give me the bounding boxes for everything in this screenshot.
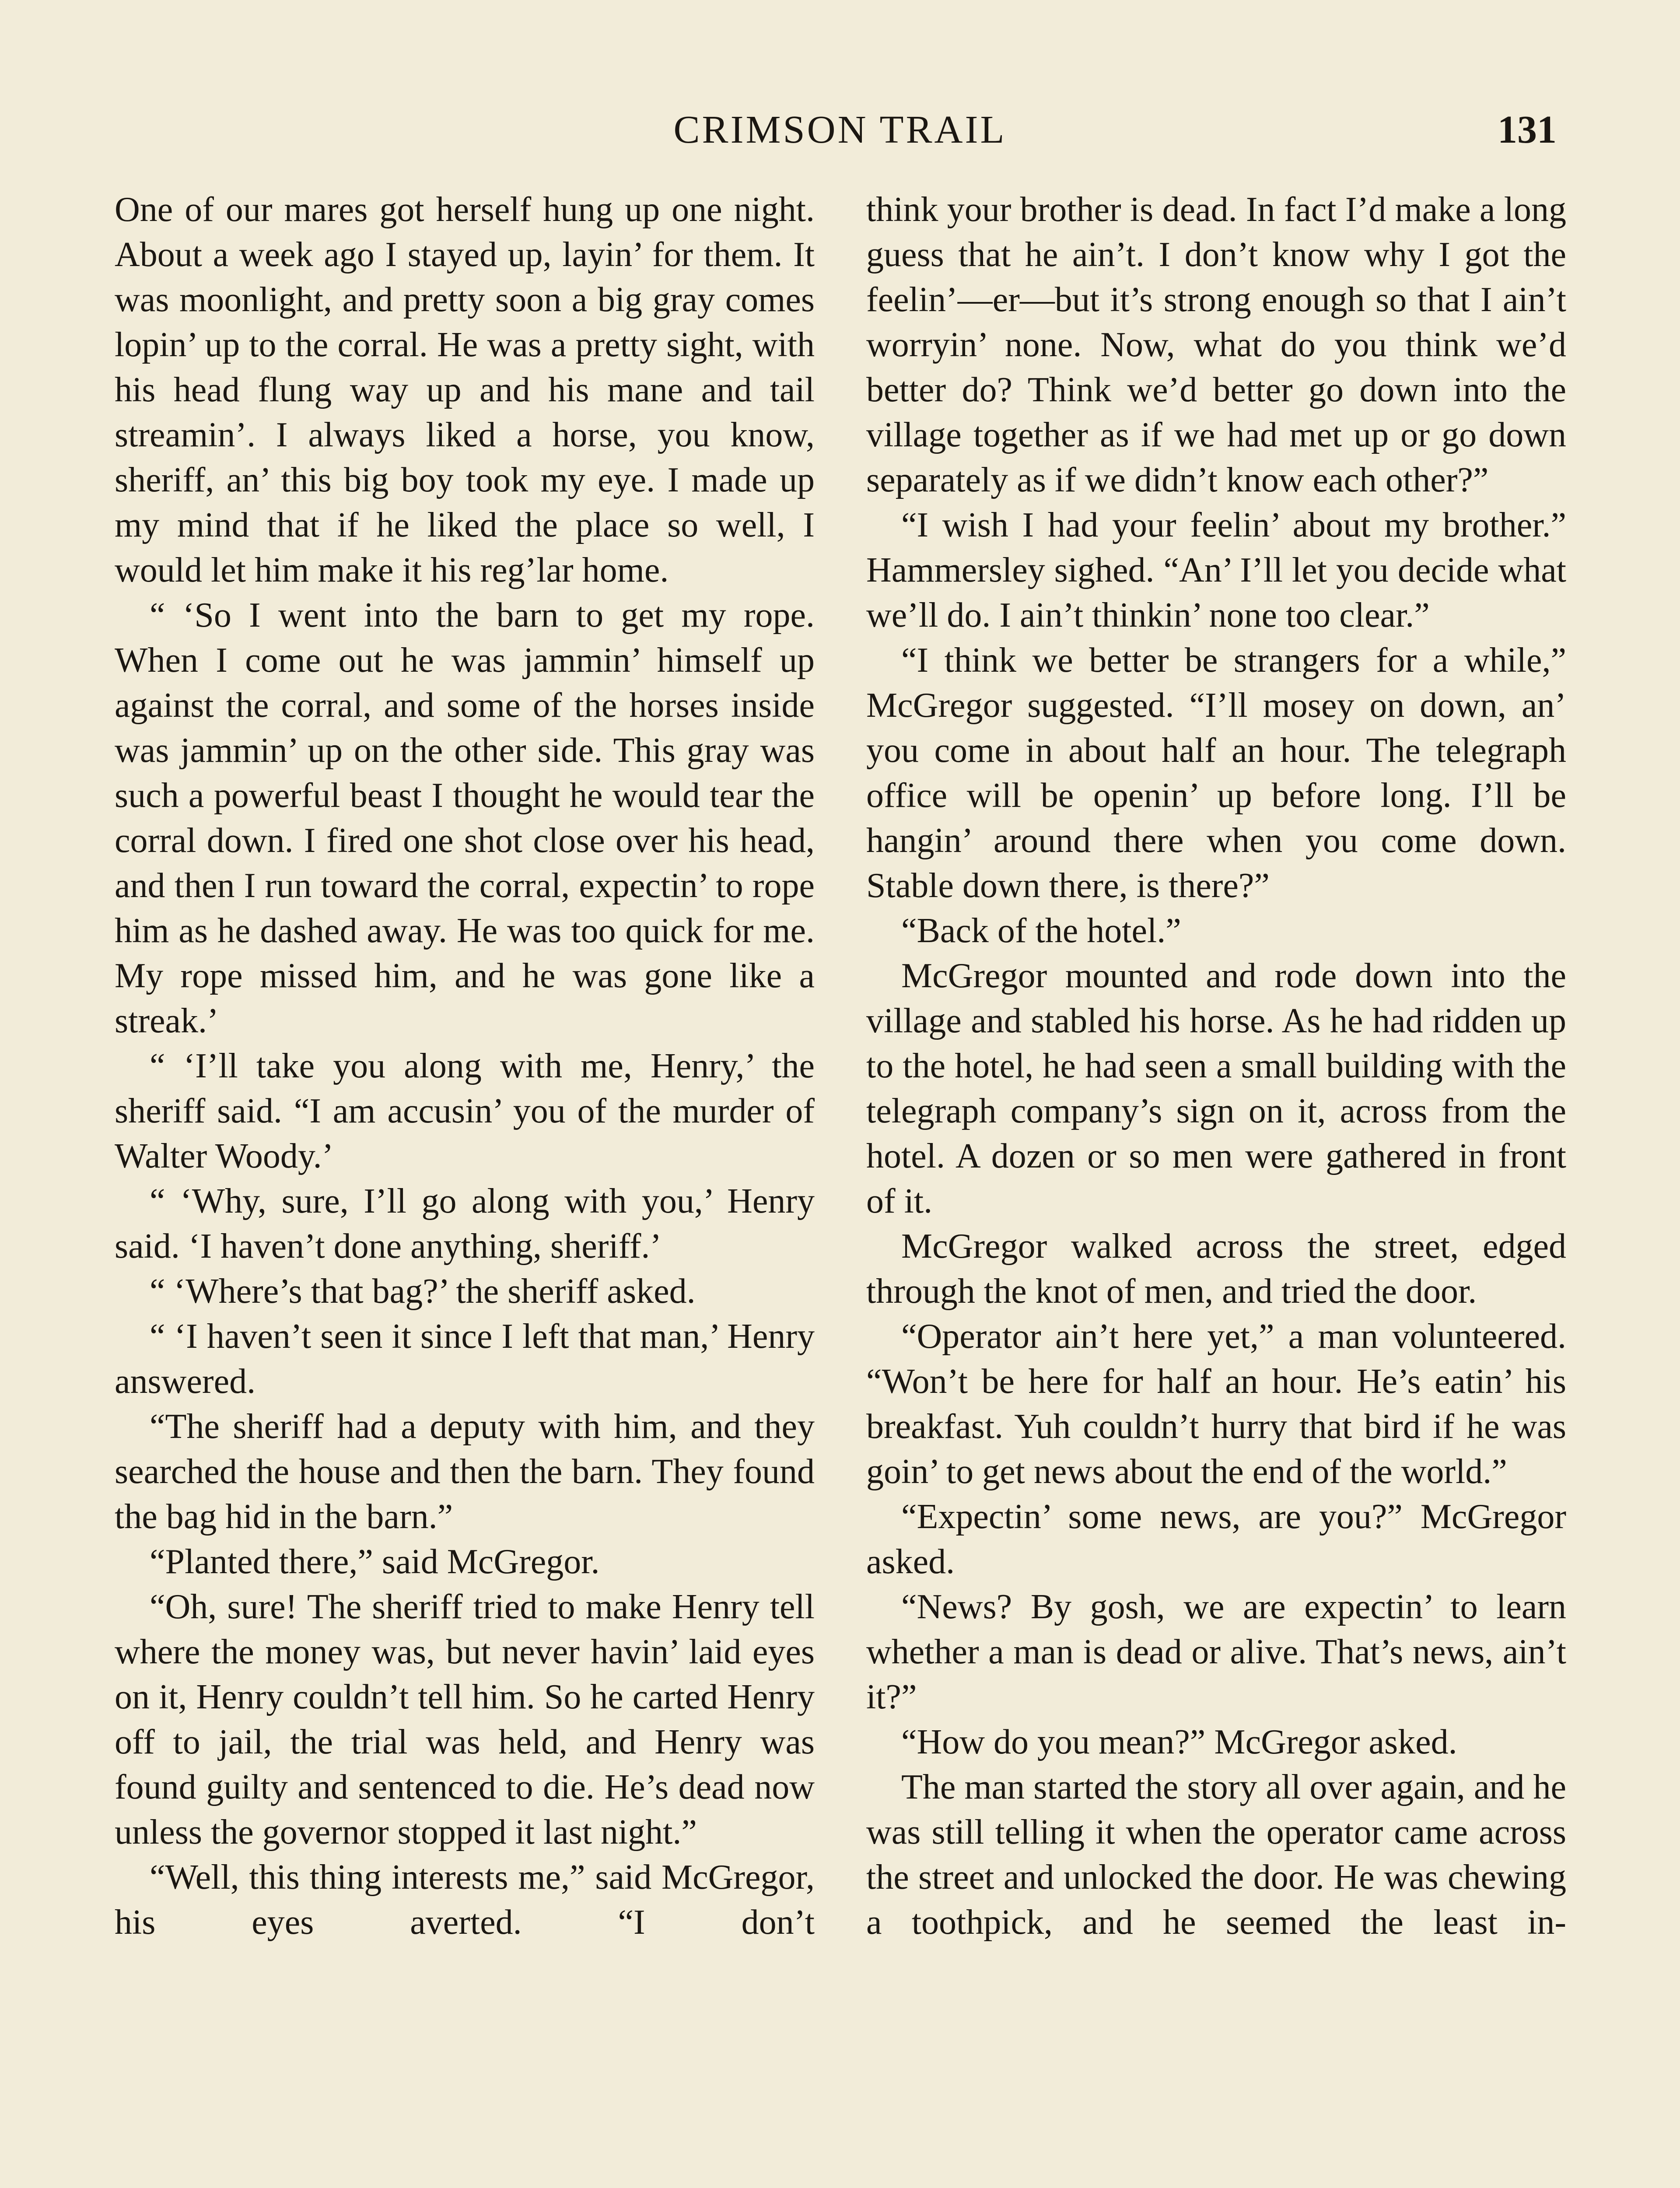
paragraph: “ ‘Where’s that bag?’ the sheriff asked.	[150, 1272, 696, 1311]
paragraph: “How do you mean?” McGregor asked.	[901, 1723, 1457, 1761]
paragraph: “ ‘Why, sure, I’ll go along with you,’ Henry said. ‘I haven’t done anything, sheriff.’	[115, 1182, 815, 1266]
running-title: CRIMSON TRAIL	[673, 108, 1007, 151]
paragraph: McGregor walked across the street, edged through the knot of men, and tried the door.	[866, 1227, 1566, 1311]
paragraph: “ ‘I haven’t seen it since I left that man,’ Henry answered.	[115, 1317, 815, 1401]
paragraph: “Well, this thing interests me,” said McGregor, his eyes averted. “I don’t	[115, 1858, 815, 1942]
paragraph: “Planted there,” said McGregor.	[150, 1543, 600, 1581]
paragraph: “The sheriff had a deputy with him, and they searched the house and then the barn. They found the bag hid in the barn.”	[115, 1407, 815, 1536]
left-column	[115, 187, 815, 1945]
paragraph: The man started the story all over again, and he was still telling it when the operator came across the street and unlocked the door. He was chewing a toothpick, and he seemed the least in-	[866, 1768, 1566, 1942]
page-number: 131	[1498, 108, 1557, 151]
paragraph: think your brother is dead. In fact I’d make a long guess that he ain’t. I don’t know why I got the feelin’—er—but it’s strong enough so that I ain’t worryin’ none. Now, what do you think we’d better do? Think we’d better go down into the village together as if we had met up or go down separately as if we didn’t know each other?”	[866, 190, 1566, 499]
paragraph: “Operator ain’t here yet,” a man volunteered. “Won’t be here for half an hour. He’s eatin’ his breakfast. Yuh couldn’t hurry that bird if he was goin’ to get news about the end of the world.”	[866, 1317, 1566, 1491]
right-column	[866, 187, 1566, 1945]
page-header	[0, 102, 1680, 158]
paragraph: McGregor mounted and rode down into the village and stabled his horse. As he had ridden up to the hotel, he had seen a small building with the telegraph company’s sign on it, across from the hotel. A dozen or so men were gathered in front of it.	[866, 957, 1566, 1220]
paragraph: One of our mares got herself hung up one night. About a week ago I stayed up, layin’ for them. It was moonlight, and pretty soon a big gray comes lopin’ up to the corral. He was a pretty sight, with his head flung way up and his mane and tail streamin’. I always liked a horse, you know, sheriff, an’ this big boy took my eye. I made up my mind that if he liked the place so well, I would let him make it his reg’lar home.	[115, 190, 815, 589]
paragraph: “Back of the hotel.”	[901, 912, 1181, 950]
paragraph: “I think we better be strangers for a while,” McGregor suggested. “I’ll mosey on down, an’ you come in about half an hour. The telegraph office will be openin’ up before long. I’ll be hangin’ around there when you come down. Stable down there, is there?”	[866, 641, 1566, 905]
paragraph: “News? By gosh, we are expectin’ to learn whether a man is dead or alive. That’s news, ain’t it?”	[866, 1588, 1566, 1716]
paragraph: “Expectin’ some news, are you?” McGregor asked.	[866, 1497, 1566, 1581]
paragraph: “Oh, sure! The sheriff tried to make Henry tell where the money was, but never havin’ laid eyes on it, Henry couldn’t tell him. So he carted Henry off to jail, the trial was held, and Henry was found guilty and sentenced to die. He’s dead now unless the governor stopped it last night.”	[115, 1588, 815, 1851]
paragraph: “ ‘So I went into the barn to get my rope. When I come out he was jammin’ himself up against the corral, and some of the horses inside was jammin’ up on the other side. This gray was such a powerful beast I thought he would tear the corral down. I fired one shot close over his head, and then I run toward the corral, expectin’ to rope him as he dashed away. He was too quick for me. My rope missed him, and he was gone like a streak.’	[115, 596, 815, 1040]
paragraph: “ ‘I’ll take you along with me, Henry,’ the sheriff said. “I am accusin’ you of the murder of Walter Woody.’	[115, 1047, 815, 1175]
paragraph: “I wish I had your feelin’ about my brother.” Hammersley sighed. “An’ I’ll let you decide what we’ll do. I ain’t thinkin’ none too clear.”	[866, 506, 1566, 635]
